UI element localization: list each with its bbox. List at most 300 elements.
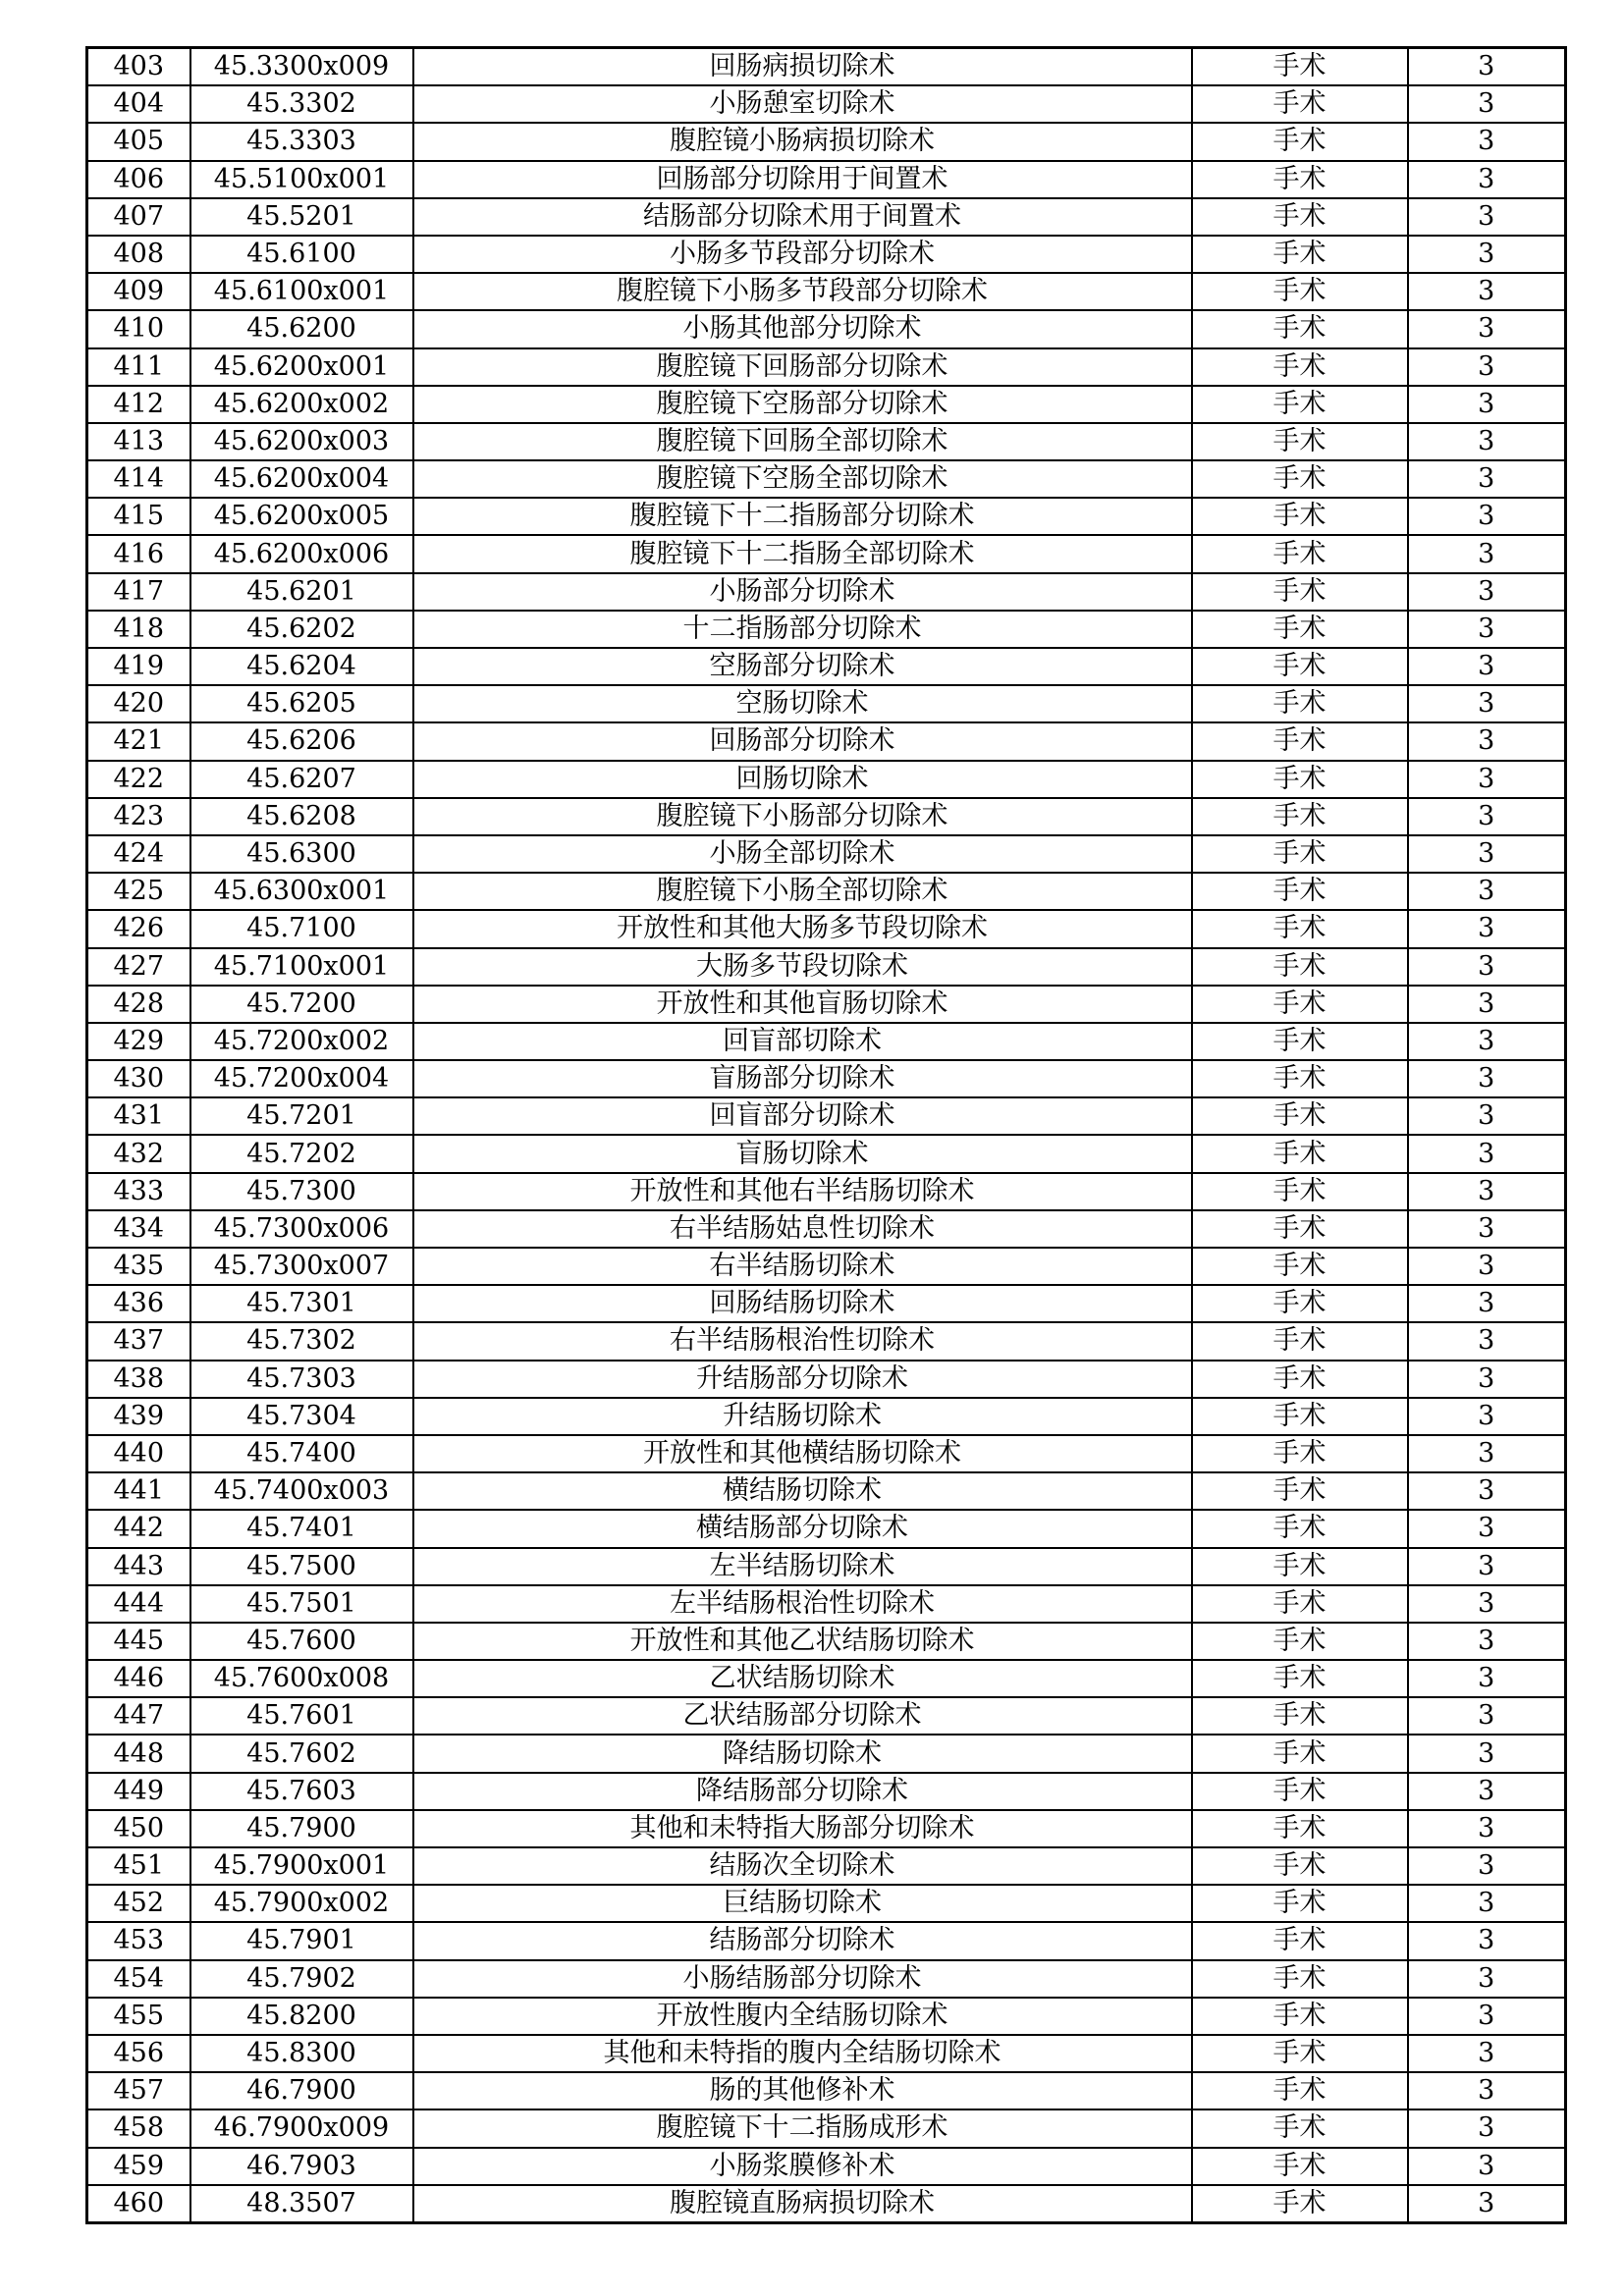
procedure-code-cell: 45.7300x007 [190, 1248, 413, 1285]
grade-cell: 3 [1408, 273, 1566, 310]
procedure-name-cell: 空肠切除术 [413, 685, 1192, 722]
procedure-name-cell: 空肠部分切除术 [413, 648, 1192, 685]
table-row [87, 123, 1566, 160]
procedure-code-cell: 45.7900x001 [190, 1847, 413, 1885]
table-row [87, 873, 1566, 910]
row-number-cell: 415 [87, 498, 190, 535]
category-cell: 手术 [1192, 798, 1408, 835]
category-cell: 手术 [1192, 2035, 1408, 2072]
grade-cell: 3 [1408, 236, 1566, 273]
row-number-cell: 434 [87, 1210, 190, 1248]
category-cell: 手术 [1192, 498, 1408, 535]
procedure-code-cell: 45.6200x004 [190, 460, 413, 498]
row-number-cell: 419 [87, 648, 190, 685]
row-number-cell: 436 [87, 1285, 190, 1322]
grade-cell: 3 [1408, 123, 1566, 160]
procedure-code-cell: 45.6100x001 [190, 273, 413, 310]
row-number-cell: 408 [87, 236, 190, 273]
table-row [87, 48, 1566, 86]
procedure-name-cell: 其他和未特指的腹内全结肠切除术 [413, 2035, 1192, 2072]
grade-cell: 3 [1408, 986, 1566, 1023]
category-cell: 手术 [1192, 1548, 1408, 1585]
grade-cell: 3 [1408, 948, 1566, 986]
category-cell: 手术 [1192, 835, 1408, 873]
procedure-code-cell: 45.6202 [190, 611, 413, 648]
procedure-code-cell: 45.6200x001 [190, 348, 413, 386]
procedure-name-cell: 腹腔镜下十二指肠全部切除术 [413, 535, 1192, 572]
category-cell: 手术 [1192, 1960, 1408, 1998]
procedure-code-cell: 45.7600 [190, 1623, 413, 1660]
procedure-name-cell: 左半结肠根治性切除术 [413, 1585, 1192, 1623]
table-row [87, 2035, 1566, 2072]
row-number-cell: 459 [87, 2148, 190, 2185]
grade-cell: 3 [1408, 873, 1566, 910]
category-cell: 手术 [1192, 1735, 1408, 1772]
procedure-code-cell: 45.6205 [190, 685, 413, 722]
procedure-code-cell: 45.7302 [190, 1322, 413, 1360]
category-cell: 手术 [1192, 273, 1408, 310]
row-number-cell: 458 [87, 2109, 190, 2147]
table-row [87, 573, 1566, 611]
procedure-code-cell: 45.7400x003 [190, 1472, 413, 1510]
category-cell: 手术 [1192, 85, 1408, 123]
row-number-cell: 440 [87, 1435, 190, 1472]
category-cell: 手术 [1192, 386, 1408, 423]
table-row [87, 1735, 1566, 1772]
procedure-code-cell: 45.7202 [190, 1135, 413, 1172]
row-number-cell: 422 [87, 761, 190, 798]
procedure-name-cell: 乙状结肠部分切除术 [413, 1697, 1192, 1735]
category-cell: 手术 [1192, 123, 1408, 160]
category-cell: 手术 [1192, 236, 1408, 273]
table-row [87, 498, 1566, 535]
procedure-code-cell: 45.5201 [190, 198, 413, 236]
grade-cell: 3 [1408, 1435, 1566, 1472]
procedure-code-cell: 45.6200x005 [190, 498, 413, 535]
category-cell: 手术 [1192, 1398, 1408, 1435]
procedure-name-cell: 降结肠切除术 [413, 1735, 1192, 1772]
table-row [87, 1697, 1566, 1735]
procedure-code-cell: 45.7301 [190, 1285, 413, 1322]
procedure-name-cell: 腹腔镜小肠病损切除术 [413, 123, 1192, 160]
procedure-code-cell: 45.7501 [190, 1585, 413, 1623]
row-number-cell: 439 [87, 1398, 190, 1435]
grade-cell: 3 [1408, 910, 1566, 947]
procedure-name-cell: 回盲部切除术 [413, 1023, 1192, 1060]
row-number-cell: 450 [87, 1810, 190, 1847]
grade-cell: 3 [1408, 1810, 1566, 1847]
grade-cell: 3 [1408, 386, 1566, 423]
grade-cell: 3 [1408, 1623, 1566, 1660]
procedure-name-cell: 乙状结肠切除术 [413, 1660, 1192, 1697]
grade-cell: 3 [1408, 460, 1566, 498]
procedure-name-cell: 回肠部分切除术 [413, 722, 1192, 760]
procedure-name-cell: 盲肠部分切除术 [413, 1060, 1192, 1097]
table-row [87, 1960, 1566, 1998]
grade-cell: 3 [1408, 2035, 1566, 2072]
table-row [87, 460, 1566, 498]
grade-cell: 3 [1408, 1173, 1566, 1210]
procedure-name-cell: 回盲部分切除术 [413, 1097, 1192, 1135]
procedure-name-cell: 小肠憩室切除术 [413, 85, 1192, 123]
category-cell: 手术 [1192, 310, 1408, 347]
table-row [87, 2109, 1566, 2147]
procedure-code-cell: 45.3300x009 [190, 48, 413, 86]
category-cell: 手术 [1192, 986, 1408, 1023]
procedure-code-cell: 45.7100 [190, 910, 413, 947]
procedure-code-cell: 45.7601 [190, 1697, 413, 1735]
procedure-code-cell: 45.7602 [190, 1735, 413, 1772]
procedure-name-cell: 开放性和其他右半结肠切除术 [413, 1173, 1192, 1210]
grade-cell: 3 [1408, 1773, 1566, 1810]
procedure-name-cell: 右半结肠根治性切除术 [413, 1322, 1192, 1360]
row-number-cell: 423 [87, 798, 190, 835]
category-cell: 手术 [1192, 948, 1408, 986]
grade-cell: 3 [1408, 1398, 1566, 1435]
row-number-cell: 442 [87, 1510, 190, 1547]
grade-cell: 3 [1408, 423, 1566, 460]
procedure-name-cell: 腹腔镜下小肠全部切除术 [413, 873, 1192, 910]
table-row [87, 1435, 1566, 1472]
table-row [87, 198, 1566, 236]
table-row [87, 1322, 1566, 1360]
table-row [87, 611, 1566, 648]
table-row [87, 685, 1566, 722]
grade-cell: 3 [1408, 161, 1566, 198]
row-number-cell: 424 [87, 835, 190, 873]
category-cell: 手术 [1192, 648, 1408, 685]
table-row [87, 1361, 1566, 1398]
row-number-cell: 443 [87, 1548, 190, 1585]
procedure-code-cell: 46.7903 [190, 2148, 413, 2185]
table-row [87, 386, 1566, 423]
row-number-cell: 456 [87, 2035, 190, 2072]
row-number-cell: 430 [87, 1060, 190, 1097]
grade-cell: 3 [1408, 1847, 1566, 1885]
row-number-cell: 414 [87, 460, 190, 498]
table-row [87, 1660, 1566, 1697]
category-cell: 手术 [1192, 722, 1408, 760]
table-row [87, 1135, 1566, 1172]
table-row [87, 273, 1566, 310]
procedure-code-cell: 45.7304 [190, 1398, 413, 1435]
grade-cell: 3 [1408, 1060, 1566, 1097]
procedure-code-cell: 45.6200x006 [190, 535, 413, 572]
grade-cell: 3 [1408, 1697, 1566, 1735]
category-cell: 手术 [1192, 1810, 1408, 1847]
table-row [87, 1922, 1566, 1959]
grade-cell: 3 [1408, 1248, 1566, 1285]
category-cell: 手术 [1192, 1060, 1408, 1097]
grade-cell: 3 [1408, 1361, 1566, 1398]
category-cell: 手术 [1192, 1697, 1408, 1735]
table-row [87, 1472, 1566, 1510]
procedure-code-cell: 45.6300x001 [190, 873, 413, 910]
row-number-cell: 404 [87, 85, 190, 123]
category-cell: 手术 [1192, 1210, 1408, 1248]
procedure-code-cell: 45.3303 [190, 123, 413, 160]
procedure-name-cell: 腹腔镜下小肠部分切除术 [413, 798, 1192, 835]
table-row [87, 1885, 1566, 1922]
procedure-name-cell: 开放性和其他大肠多节段切除术 [413, 910, 1192, 947]
table-row [87, 348, 1566, 386]
category-cell: 手术 [1192, 1773, 1408, 1810]
procedure-table [85, 46, 1567, 2224]
grade-cell: 3 [1408, 1285, 1566, 1322]
procedure-code-cell: 45.7400 [190, 1435, 413, 1472]
row-number-cell: 445 [87, 1623, 190, 1660]
table-row [87, 1285, 1566, 1322]
grade-cell: 3 [1408, 2148, 1566, 2185]
category-cell: 手术 [1192, 535, 1408, 572]
category-cell: 手术 [1192, 1885, 1408, 1922]
procedure-name-cell: 腹腔镜下空肠全部切除术 [413, 460, 1192, 498]
category-cell: 手术 [1192, 460, 1408, 498]
table-row [87, 236, 1566, 273]
table-row [87, 910, 1566, 947]
procedure-name-cell: 右半结肠切除术 [413, 1248, 1192, 1285]
row-number-cell: 435 [87, 1248, 190, 1285]
procedure-name-cell: 腹腔镜下回肠全部切除术 [413, 423, 1192, 460]
procedure-name-cell: 横结肠切除术 [413, 1472, 1192, 1510]
category-cell: 手术 [1192, 910, 1408, 947]
row-number-cell: 421 [87, 722, 190, 760]
table-row [87, 1210, 1566, 1248]
procedure-name-cell: 回肠结肠切除术 [413, 1285, 1192, 1322]
procedure-code-cell: 45.6200 [190, 310, 413, 347]
row-number-cell: 425 [87, 873, 190, 910]
row-number-cell: 412 [87, 386, 190, 423]
row-number-cell: 428 [87, 986, 190, 1023]
grade-cell: 3 [1408, 48, 1566, 86]
procedure-code-cell: 45.6100 [190, 236, 413, 273]
grade-cell: 3 [1408, 1097, 1566, 1135]
category-cell: 手术 [1192, 1660, 1408, 1697]
procedure-code-cell: 45.6204 [190, 648, 413, 685]
table-row [87, 1023, 1566, 1060]
category-cell: 手术 [1192, 761, 1408, 798]
procedure-name-cell: 结肠次全切除术 [413, 1847, 1192, 1885]
table-row [87, 310, 1566, 347]
procedure-code-cell: 45.7902 [190, 1960, 413, 1998]
procedure-code-cell: 45.7900x002 [190, 1885, 413, 1922]
procedure-code-cell: 45.7200x002 [190, 1023, 413, 1060]
category-cell: 手术 [1192, 1585, 1408, 1623]
grade-cell: 3 [1408, 348, 1566, 386]
table-row [87, 1060, 1566, 1097]
row-number-cell: 451 [87, 1847, 190, 1885]
row-number-cell: 420 [87, 685, 190, 722]
grade-cell: 3 [1408, 498, 1566, 535]
row-number-cell: 406 [87, 161, 190, 198]
procedure-name-cell: 右半结肠姑息性切除术 [413, 1210, 1192, 1248]
procedure-table-body [87, 48, 1566, 2223]
category-cell: 手术 [1192, 1023, 1408, 1060]
grade-cell: 3 [1408, 1472, 1566, 1510]
category-cell: 手术 [1192, 1623, 1408, 1660]
row-number-cell: 454 [87, 1960, 190, 1998]
procedure-name-cell: 肠的其他修补术 [413, 2072, 1192, 2109]
category-cell: 手术 [1192, 1998, 1408, 2035]
table-row [87, 798, 1566, 835]
procedure-name-cell: 其他和未特指大肠部分切除术 [413, 1810, 1192, 1847]
procedure-name-cell: 小肠其他部分切除术 [413, 310, 1192, 347]
row-number-cell: 457 [87, 2072, 190, 2109]
grade-cell: 3 [1408, 85, 1566, 123]
row-number-cell: 455 [87, 1998, 190, 2035]
table-row [87, 1773, 1566, 1810]
table-row [87, 1097, 1566, 1135]
grade-cell: 3 [1408, 1548, 1566, 1585]
grade-cell: 3 [1408, 685, 1566, 722]
procedure-name-cell: 回肠病损切除术 [413, 48, 1192, 86]
procedure-name-cell: 腹腔镜下小肠多节段部分切除术 [413, 273, 1192, 310]
row-number-cell: 429 [87, 1023, 190, 1060]
grade-cell: 3 [1408, 2109, 1566, 2147]
row-number-cell: 449 [87, 1773, 190, 1810]
table-row [87, 2072, 1566, 2109]
category-cell: 手术 [1192, 1322, 1408, 1360]
procedure-name-cell: 腹腔镜下回肠部分切除术 [413, 348, 1192, 386]
category-cell: 手术 [1192, 2185, 1408, 2223]
procedure-code-cell: 45.7900 [190, 1810, 413, 1847]
row-number-cell: 438 [87, 1361, 190, 1398]
table-row [87, 535, 1566, 572]
procedure-name-cell: 结肠部分切除术 [413, 1922, 1192, 1959]
grade-cell: 3 [1408, 761, 1566, 798]
procedure-name-cell: 小肠结肠部分切除术 [413, 1960, 1192, 1998]
table-row [87, 2185, 1566, 2223]
row-number-cell: 427 [87, 948, 190, 986]
row-number-cell: 447 [87, 1697, 190, 1735]
row-number-cell: 416 [87, 535, 190, 572]
category-cell: 手术 [1192, 348, 1408, 386]
procedure-name-cell: 开放性和其他乙状结肠切除术 [413, 1623, 1192, 1660]
category-cell: 手术 [1192, 2072, 1408, 2109]
category-cell: 手术 [1192, 685, 1408, 722]
table-row [87, 1510, 1566, 1547]
procedure-name-cell: 腹腔镜下十二指肠部分切除术 [413, 498, 1192, 535]
procedure-code-cell: 45.7500 [190, 1548, 413, 1585]
category-cell: 手术 [1192, 1510, 1408, 1547]
table-row [87, 722, 1566, 760]
grade-cell: 3 [1408, 2072, 1566, 2109]
category-cell: 手术 [1192, 611, 1408, 648]
procedure-name-cell: 横结肠部分切除术 [413, 1510, 1192, 1547]
grade-cell: 3 [1408, 1660, 1566, 1697]
row-number-cell: 433 [87, 1173, 190, 1210]
procedure-name-cell: 巨结肠切除术 [413, 1885, 1192, 1922]
row-number-cell: 448 [87, 1735, 190, 1772]
procedure-code-cell: 45.6300 [190, 835, 413, 873]
procedure-code-cell: 45.6201 [190, 573, 413, 611]
table-row [87, 1998, 1566, 2035]
procedure-name-cell: 升结肠切除术 [413, 1398, 1192, 1435]
grade-cell: 3 [1408, 1960, 1566, 1998]
procedure-code-cell: 45.6206 [190, 722, 413, 760]
procedure-code-cell: 45.5100x001 [190, 161, 413, 198]
procedure-code-cell: 45.6208 [190, 798, 413, 835]
procedure-code-cell: 45.7100x001 [190, 948, 413, 986]
grade-cell: 3 [1408, 2185, 1566, 2223]
procedure-code-cell: 45.7200 [190, 986, 413, 1023]
row-number-cell: 418 [87, 611, 190, 648]
category-cell: 手术 [1192, 1173, 1408, 1210]
procedure-name-cell: 小肠多节段部分切除术 [413, 236, 1192, 273]
procedure-name-cell: 开放性腹内全结肠切除术 [413, 1998, 1192, 2035]
procedure-name-cell: 十二指肠部分切除术 [413, 611, 1192, 648]
row-number-cell: 410 [87, 310, 190, 347]
category-cell: 手术 [1192, 48, 1408, 86]
table-row [87, 761, 1566, 798]
procedure-code-cell: 48.3507 [190, 2185, 413, 2223]
procedure-name-cell: 开放性和其他盲肠切除术 [413, 986, 1192, 1023]
row-number-cell: 444 [87, 1585, 190, 1623]
procedure-code-cell: 45.7300 [190, 1173, 413, 1210]
row-number-cell: 409 [87, 273, 190, 310]
row-number-cell: 413 [87, 423, 190, 460]
category-cell: 手术 [1192, 1248, 1408, 1285]
table-row [87, 161, 1566, 198]
procedure-code-cell: 45.7901 [190, 1922, 413, 1959]
procedure-code-cell: 45.6207 [190, 761, 413, 798]
table-row [87, 948, 1566, 986]
row-number-cell: 405 [87, 123, 190, 160]
procedure-code-cell: 46.7900x009 [190, 2109, 413, 2147]
category-cell: 手术 [1192, 1847, 1408, 1885]
table-row [87, 1548, 1566, 1585]
category-cell: 手术 [1192, 1922, 1408, 1959]
procedure-name-cell: 腹腔镜直肠病损切除术 [413, 2185, 1192, 2223]
category-cell: 手术 [1192, 1097, 1408, 1135]
procedure-name-cell: 回肠部分切除用于间置术 [413, 161, 1192, 198]
row-number-cell: 453 [87, 1922, 190, 1959]
procedure-name-cell: 腹腔镜下十二指肠成形术 [413, 2109, 1192, 2147]
grade-cell: 3 [1408, 1735, 1566, 1772]
grade-cell: 3 [1408, 798, 1566, 835]
grade-cell: 3 [1408, 1023, 1566, 1060]
grade-cell: 3 [1408, 835, 1566, 873]
table-row [87, 85, 1566, 123]
grade-cell: 3 [1408, 1135, 1566, 1172]
category-cell: 手术 [1192, 573, 1408, 611]
row-number-cell: 426 [87, 910, 190, 947]
category-cell: 手术 [1192, 198, 1408, 236]
table-row [87, 1847, 1566, 1885]
grade-cell: 3 [1408, 1998, 1566, 2035]
row-number-cell: 437 [87, 1322, 190, 1360]
grade-cell: 3 [1408, 722, 1566, 760]
procedure-code-cell: 45.7401 [190, 1510, 413, 1547]
procedure-name-cell: 小肠全部切除术 [413, 835, 1192, 873]
table-row [87, 835, 1566, 873]
grade-cell: 3 [1408, 1885, 1566, 1922]
procedure-code-cell: 45.8200 [190, 1998, 413, 2035]
procedure-name-cell: 大肠多节段切除术 [413, 948, 1192, 986]
row-number-cell: 403 [87, 48, 190, 86]
procedure-name-cell: 升结肠部分切除术 [413, 1361, 1192, 1398]
category-cell: 手术 [1192, 2148, 1408, 2185]
procedure-code-cell: 45.7600x008 [190, 1660, 413, 1697]
row-number-cell: 431 [87, 1097, 190, 1135]
category-cell: 手术 [1192, 161, 1408, 198]
row-number-cell: 441 [87, 1472, 190, 1510]
table-row [87, 1623, 1566, 1660]
procedure-code-cell: 45.3302 [190, 85, 413, 123]
row-number-cell: 460 [87, 2185, 190, 2223]
procedure-code-cell: 45.7300x006 [190, 1210, 413, 1248]
procedure-name-cell: 开放性和其他横结肠切除术 [413, 1435, 1192, 1472]
